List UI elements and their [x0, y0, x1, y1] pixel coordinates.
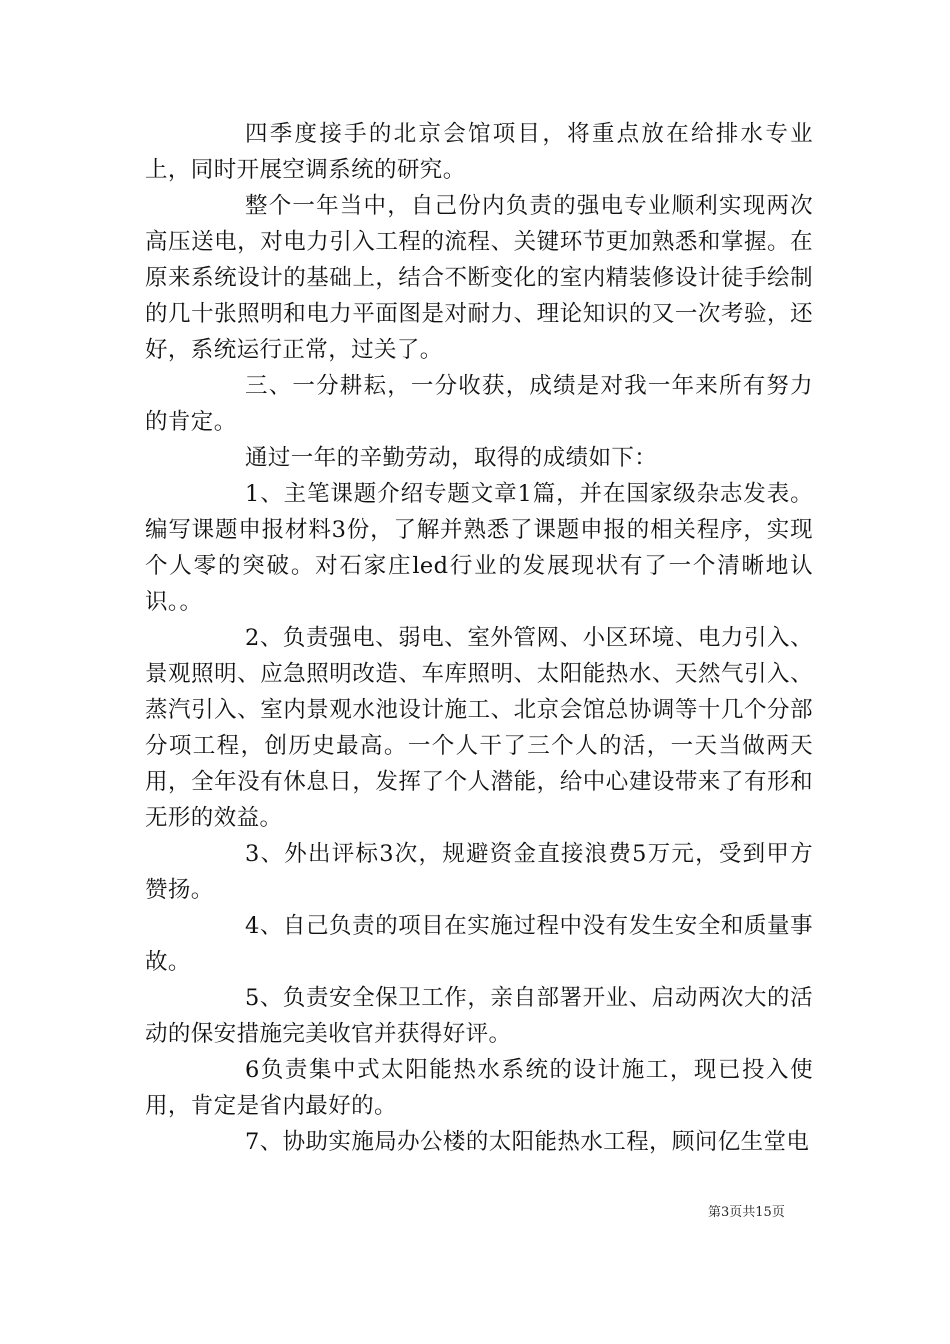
paragraph-item-1: 1、主笔课题介绍专题文章1篇，并在国家级杂志发表。编写课题申报材料3份，了解并熟悉了课题申报的相关程序，实现个人零的突破。对石家庄led行业的发展现状有了一个清晰地认识。。 — [145, 481, 813, 615]
paragraph-item-3: 3、外出评标3次，规避资金直接浪费5万元，受到甲方赞扬。 — [145, 841, 813, 903]
paragraph-q4-project: 四季度接手的北京会馆项目，将重点放在给排水专业上，同时开展空调系统的研究。 — [145, 121, 813, 183]
paragraph-section-three: 三、一分耕耘，一分收获，成绩是对我一年来所有努力的肯定。 — [145, 373, 813, 435]
paragraph-item-6: 6负责集中式太阳能热水系统的设计施工，现已投入使用，肯定是省内最好的。 — [145, 1057, 813, 1119]
paragraph-strong-power: 整个一年当中，自己份内负责的强电专业顺利实现两次高压送电，对电力引入工程的流程、关键环节更加熟悉和掌握。在原来系统设计的基础上，结合不断变化的室内精装修设计徒手绘制的几十张照明和电力平面图是对耐力、理论知识的又一次考验，还好，系统运行正常，过关了。 — [145, 193, 813, 363]
paragraph-item-2: 2、负责强电、弱电、室外管网、小区环境、电力引入、景观照明、应急照明改造、车库照明、太阳能热水、天然气引入、蒸汽引入、室内景观水池设计施工、北京会馆总协调等十几个分部分项工程，创历史最高。一个人干了三个人的活，一天当做两天用，全年没有休息日，发挥了个人潜能，给中心建设带来了有形和无形的效益。 — [145, 625, 813, 831]
paragraph-item-5: 5、负责安全保卫工作，亲自部署开业、启动两次大的活动的保安措施完美收官并获得好评。 — [145, 985, 813, 1047]
paragraph-item-7: 7、协助实施局办公楼的太阳能热水工程，顾问亿生堂电 — [245, 1129, 810, 1155]
paragraph-item-4: 4、自己负责的项目在实施过程中没有发生安全和质量事故。 — [145, 913, 813, 975]
document-body — [145, 116, 813, 1160]
page-number-footer: 第3页共15页 — [708, 1205, 785, 1220]
paragraph-achievements-intro: 通过一年的辛勤劳动，取得的成绩如下： — [245, 445, 658, 471]
